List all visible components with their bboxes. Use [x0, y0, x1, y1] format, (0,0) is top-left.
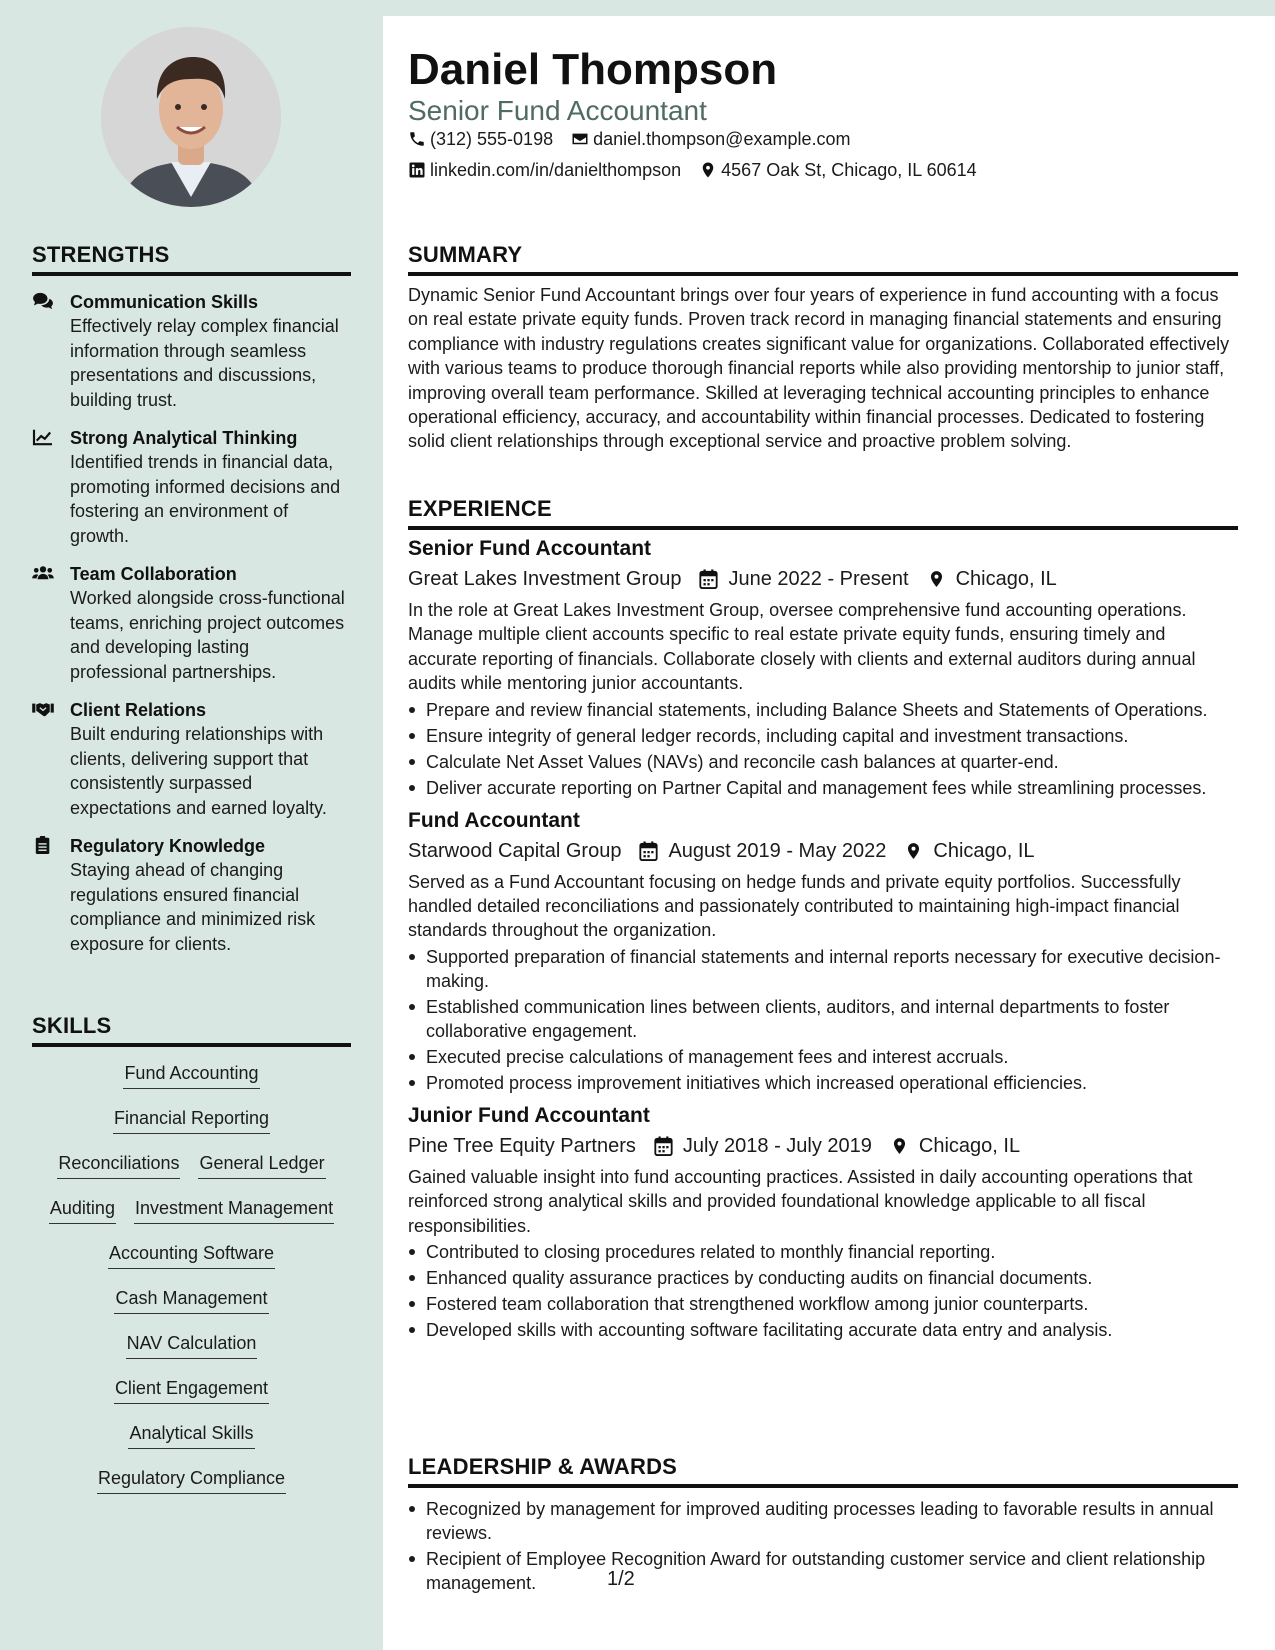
job-title: Junior Fund Accountant	[408, 1103, 650, 1127]
job-description: Served as a Fund Accountant focusing on hedge funds and private equity portfolios. Successfully handled detailed reconciliations and passionately contributed to maintaining high-impact financial standards throughout the organization.	[408, 871, 1181, 941]
summary-heading: SUMMARY	[408, 242, 1238, 276]
skill-chip: Regulatory Compliance	[97, 1466, 286, 1494]
skill-chip: Reconciliations	[57, 1151, 180, 1179]
list-item: Calculate Net Asset Values (NAVs) and reconcile cash balances at quarter-end.	[408, 750, 1238, 774]
summary-section	[408, 242, 1238, 454]
summary-text: Dynamic Senior Fund Accountant brings over four years of experience in fund accounting with a focus on real estate private equity funds. Proven track record in managing financial statements and ensuring compliance with industry regulations creates significant value for organizations. Collaborated effectively with various teams to produce thorough financial reports while also providing mentorship to junior staff, improving overall team performance. Skilled at leveraging technical accounting principles to enhance operational efficiency, accuracy, and accountability within financial processes. Dedicated to fostering solid client relationships through exceptional service and proactive problem solving.	[408, 285, 1230, 452]
main-content	[383, 16, 1275, 1650]
skill-chip: General Ledger	[198, 1151, 325, 1179]
job-company: Great Lakes Investment Group	[408, 568, 682, 590]
strength-title: Client Relations	[70, 700, 207, 720]
calendar-icon	[639, 841, 658, 861]
envelope-icon	[571, 130, 589, 148]
job-company: Starwood Capital Group	[408, 839, 622, 862]
list-item: Established communication lines between clients, auditors, and internal departments to foster collaborative engagement.	[408, 995, 1238, 1043]
strength-desc: Identified trends in financial data, promoting informed decisions and fostering an environment of growth.	[70, 452, 341, 546]
list-item: Enhanced quality assurance practices by conducting audits on financial documents.	[408, 1266, 1238, 1290]
list-item: Recognized by management for improved auditing processes leading to favorable results in annual reviews.	[408, 1497, 1238, 1545]
phone-icon	[408, 130, 426, 148]
skill-chip: NAV Calculation	[126, 1331, 258, 1359]
clipboard-icon	[32, 836, 54, 854]
list-item: Developed skills with accounting software facilitating accurate data entry and analysis.	[408, 1318, 1238, 1342]
list-item: Recipient of Employee Recognition Award for outstanding customer service and client relationship management.	[408, 1547, 1238, 1595]
job-dates: June 2022 - Present	[728, 568, 909, 590]
list-item: Fostered team collaboration that strengthened workflow among junior counterparts.	[408, 1292, 1238, 1316]
strength-item	[32, 562, 351, 684]
calendar-icon	[654, 1136, 673, 1156]
strength-desc: Worked alongside cross-functional teams, enriching project outcomes and developing lasting professional partnerships.	[70, 588, 345, 682]
calendar-icon	[699, 569, 718, 589]
candidate-name: Daniel Thompson	[408, 45, 778, 94]
job-entry	[408, 534, 1238, 800]
job-entry	[408, 806, 1238, 1095]
strength-title: Communication Skills	[70, 292, 259, 312]
linkedin-icon	[408, 161, 426, 179]
skill-chip: Analytical Skills	[128, 1421, 254, 1449]
skill-chip: Investment Management	[134, 1196, 334, 1224]
skill-chip: Accounting Software	[108, 1241, 275, 1269]
strength-desc: Staying ahead of changing regulations ensured financial compliance and minimized risk exposure for clients.	[70, 860, 316, 954]
job-meta	[408, 564, 1238, 594]
contact-row-2	[408, 159, 995, 181]
job-dates: August 2019 - May 2022	[668, 839, 887, 862]
linkedin-text: linkedin.com/in/danielthompson	[430, 160, 682, 180]
comments-icon	[32, 292, 54, 310]
job-location: Chicago, IL	[933, 839, 1035, 862]
job-title: Fund Accountant	[408, 808, 580, 832]
strength-item	[32, 426, 351, 548]
contact-phone[interactable]	[408, 128, 553, 150]
profile-photo	[101, 27, 281, 207]
job-list	[408, 534, 1238, 1342]
contact-row-1	[408, 128, 869, 150]
page-number: 1/2	[607, 1568, 635, 1590]
job-company: Pine Tree Equity Partners	[408, 1134, 636, 1157]
leadership-heading: LEADERSHIP & AWARDS	[408, 1454, 1238, 1488]
experience-section	[408, 496, 1238, 1344]
users-icon	[32, 564, 54, 582]
list-item: Prepare and review financial statements, including Balance Sheets and Statements of Operations.	[408, 698, 1238, 722]
chart-line-icon	[32, 428, 54, 446]
skill-chip: Fund Accounting	[123, 1061, 259, 1089]
list-item: Deliver accurate reporting on Partner Capital and management fees while streamlining processes.	[408, 776, 1238, 800]
strength-item	[32, 698, 351, 820]
map-pin-icon	[927, 569, 946, 589]
leadership-list	[408, 1497, 1238, 1595]
skills-list	[32, 1061, 351, 1511]
list-item: Ensure integrity of general ledger records, including capital and investment transactions.	[408, 724, 1238, 748]
email-text: daniel.thompson@example.com	[593, 129, 851, 149]
person-portrait-icon	[101, 27, 281, 207]
contact-linkedin[interactable]	[408, 159, 681, 181]
list-item: Executed precise calculations of management fees and interest accruals.	[408, 1045, 1238, 1069]
job-entry	[408, 1101, 1238, 1342]
map-pin-icon	[890, 1136, 909, 1156]
contact-address	[699, 159, 977, 181]
job-location: Chicago, IL	[955, 568, 1057, 590]
job-dates: July 2018 - July 2019	[682, 1134, 872, 1157]
job-location: Chicago, IL	[918, 1134, 1021, 1157]
job-title: Senior Fund Accountant	[408, 537, 652, 560]
experience-heading: EXPERIENCE	[408, 496, 1238, 530]
job-description: In the role at Great Lakes Investment Group, oversee comprehensive fund accounting operations. Manage multiple client accounts specific to real estate private equity funds, ensuring timely and accurate reporting of financials. Collaborate closely with clients and external auditors during annual audits while mentoring junior accountants.	[408, 600, 1196, 694]
job-meta	[408, 836, 1238, 866]
skill-chip: Financial Reporting	[113, 1106, 270, 1134]
skill-chip: Client Engagement	[114, 1376, 269, 1404]
handshake-icon	[32, 700, 54, 718]
job-bullets	[408, 945, 1238, 1095]
page-top-band	[0, 0, 1275, 16]
list-item: Contributed to closing procedures related to monthly financial reporting.	[408, 1240, 1238, 1264]
job-bullets	[408, 1240, 1238, 1342]
strengths-heading: STRENGTHS	[32, 242, 351, 276]
strength-title: Strong Analytical Thinking	[70, 428, 298, 448]
address-text: 4567 Oak St, Chicago, IL 60614	[721, 160, 977, 180]
candidate-role: Senior Fund Accountant	[408, 95, 707, 126]
strength-desc: Effectively relay complex financial information through seamless presentations and discussions, building trust.	[70, 316, 339, 410]
strength-title: Regulatory Knowledge	[70, 836, 266, 856]
phone-text: (312) 555-0198	[430, 129, 554, 149]
list-item: Supported preparation of financial statements and internal reports necessary for executive decision-making.	[408, 945, 1238, 993]
strengths-section	[32, 242, 351, 956]
map-pin-icon	[904, 841, 923, 861]
contact-email[interactable]	[571, 128, 850, 150]
skills-heading: SKILLS	[32, 1013, 351, 1047]
strength-item	[32, 290, 351, 412]
strength-item	[32, 834, 351, 956]
map-pin-icon	[699, 161, 717, 179]
strength-desc: Built enduring relationships with clients, delivering support that consistently surpassed expectations and earned loyalty.	[70, 724, 327, 818]
skill-chip: Cash Management	[114, 1286, 268, 1314]
skill-chip: Auditing	[49, 1196, 116, 1224]
job-description: Gained valuable insight into fund accounting practices. Assisted in daily accounting operations that reinforced strong analytical skills and provided foundational knowledge applicable to all fiscal responsibilities.	[408, 1166, 1193, 1236]
job-meta	[408, 1131, 1238, 1161]
leadership-section	[408, 1454, 1238, 1597]
job-bullets	[408, 698, 1238, 800]
strength-title: Team Collaboration	[70, 564, 237, 584]
skills-section	[32, 1013, 351, 1511]
list-item: Promoted process improvement initiatives which increased operational efficiencies.	[408, 1071, 1238, 1095]
